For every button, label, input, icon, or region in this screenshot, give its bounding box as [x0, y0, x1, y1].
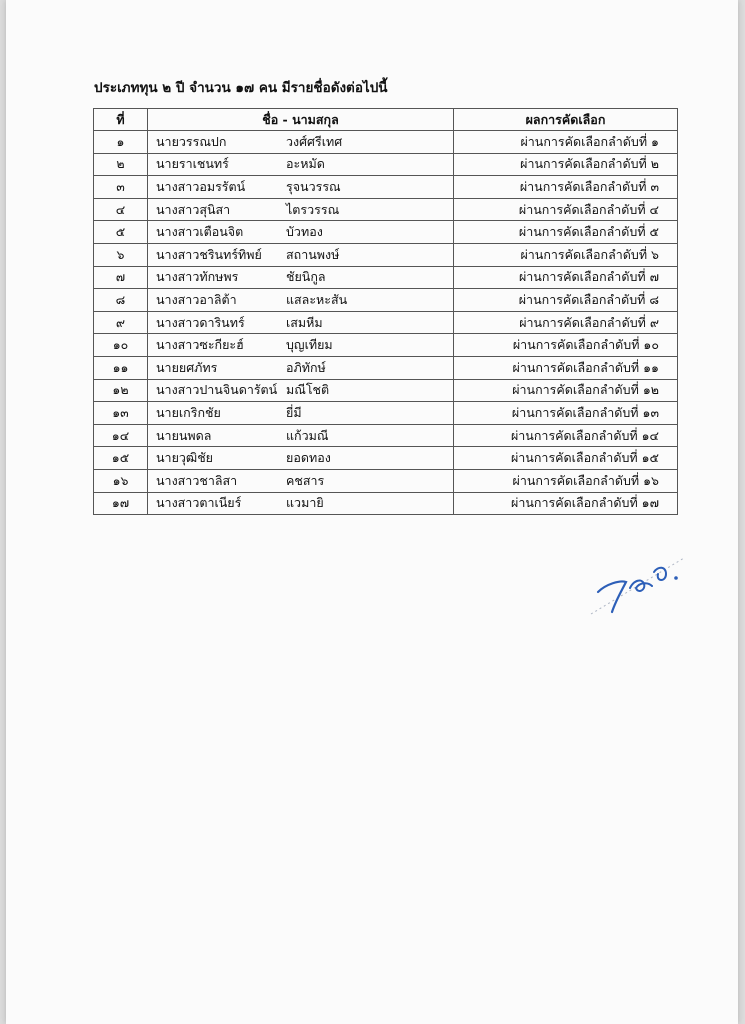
first-name: นายนพดล: [156, 427, 212, 443]
scholarship-results-table: [93, 108, 678, 515]
last-name: คชสาร: [286, 472, 325, 488]
table-row: [94, 266, 678, 289]
handwritten-signature: [586, 552, 696, 622]
first-name: นายวรรณปก: [156, 133, 227, 149]
selection-result: ผ่านการคัดเลือกลำดับที่ ๑๔: [454, 424, 678, 447]
full-name-cell: [148, 469, 454, 492]
first-name: นางสาวเตือนจิต: [156, 224, 244, 240]
selection-result: ผ่านการคัดเลือกลำดับที่ ๓: [454, 176, 678, 199]
last-name: อภิทักษ์: [286, 359, 326, 375]
selection-result: ผ่านการคัดเลือกลำดับที่ ๖: [454, 243, 678, 266]
table-row: [94, 311, 678, 334]
table-row: [94, 379, 678, 402]
row-number: ๗: [94, 266, 148, 289]
last-name: สถานพงษ์: [286, 246, 340, 262]
row-number: ๖: [94, 243, 148, 266]
first-name: นางสาวดารินทร์: [156, 314, 245, 330]
full-name-cell: [148, 131, 454, 154]
last-name: ชัยนิกูล: [286, 269, 326, 285]
last-name: ยี่มี: [286, 404, 302, 420]
full-name-cell: [148, 334, 454, 357]
last-name: บัวทอง: [286, 224, 323, 240]
last-name: อะหมัด: [286, 156, 325, 172]
last-name: มณีโชติ: [286, 382, 330, 398]
selection-result: ผ่านการคัดเลือกลำดับที่ ๗: [454, 266, 678, 289]
table-row: [94, 153, 678, 176]
row-number: ๑๒: [94, 379, 148, 402]
document-heading: ประเภททุน ๒ ปี จำนวน ๑๗ คน มีรายชื่อดังต่อไปนี้: [94, 80, 388, 96]
last-name: แสละหะสัน: [286, 291, 348, 307]
column-header-result: ผลการคัดเลือก: [454, 109, 678, 131]
table-header-row: [94, 109, 678, 131]
full-name-cell: [148, 198, 454, 221]
first-name: นางสาวอมรรัตน์: [156, 178, 246, 194]
table-row: [94, 492, 678, 515]
row-number: ๑๗: [94, 492, 148, 515]
full-name-cell: [148, 379, 454, 402]
full-name-cell: [148, 153, 454, 176]
first-name: นางสาวชรินทร์ทิพย์: [156, 246, 262, 262]
last-name: รุจนวรรณ: [286, 178, 341, 194]
row-number: ๓: [94, 176, 148, 199]
last-name: แวมายิ: [286, 495, 324, 511]
table-row: [94, 334, 678, 357]
row-number: ๔: [94, 198, 148, 221]
row-number: ๒: [94, 153, 148, 176]
full-name-cell: [148, 311, 454, 334]
first-name: นางสาวอาลิต้า: [156, 291, 237, 307]
first-name: นายวุฒิชัย: [156, 450, 214, 466]
selection-result: ผ่านการคัดเลือกลำดับที่ ๑๕: [454, 447, 678, 470]
full-name-cell: [148, 424, 454, 447]
column-header-name: ชื่อ - นามสกุล: [148, 109, 454, 131]
last-name: บุญเทียม: [286, 337, 333, 353]
table-row: [94, 424, 678, 447]
column-header-number: ที่: [94, 109, 148, 131]
last-name: ไตรวรรณ: [286, 201, 340, 217]
table-row: [94, 221, 678, 244]
first-name: นางสาวทักษพร: [156, 269, 239, 285]
row-number: ๘: [94, 289, 148, 312]
full-name-cell: [148, 356, 454, 379]
row-number: ๑๓: [94, 402, 148, 425]
full-name-cell: [148, 221, 454, 244]
row-number: ๑๑: [94, 356, 148, 379]
full-name-cell: [148, 266, 454, 289]
first-name: นางสาวซะกียะฮ์: [156, 337, 244, 353]
row-number: ๑: [94, 131, 148, 154]
selection-result: ผ่านการคัดเลือกลำดับที่ ๑๓: [454, 402, 678, 425]
table-row: [94, 131, 678, 154]
last-name: แก้วมณี: [286, 427, 329, 443]
last-name: ยอดทอง: [286, 450, 331, 466]
selection-result: ผ่านการคัดเลือกลำดับที่ ๑๖: [454, 469, 678, 492]
row-number: ๑๕: [94, 447, 148, 470]
table-row: [94, 402, 678, 425]
table-row: [94, 356, 678, 379]
table-row: [94, 176, 678, 199]
selection-result: ผ่านการคัดเลือกลำดับที่ ๘: [454, 289, 678, 312]
row-number: ๑๔: [94, 424, 148, 447]
row-number: ๑๐: [94, 334, 148, 357]
first-name: นางสาวชาลิสา: [156, 472, 238, 488]
row-number: ๙: [94, 311, 148, 334]
row-number: ๑๖: [94, 469, 148, 492]
table-row: [94, 243, 678, 266]
selection-result: ผ่านการคัดเลือกลำดับที่ ๑๑: [454, 356, 678, 379]
last-name: วงศ์ศรีเทศ: [286, 133, 343, 149]
full-name-cell: [148, 402, 454, 425]
table-row: [94, 198, 678, 221]
first-name: นางสาวสุนิสา: [156, 201, 231, 217]
full-name-cell: [148, 447, 454, 470]
table-row: [94, 469, 678, 492]
full-name-cell: [148, 243, 454, 266]
full-name-cell: [148, 289, 454, 312]
selection-result: ผ่านการคัดเลือกลำดับที่ ๕: [454, 221, 678, 244]
selection-result: ผ่านการคัดเลือกลำดับที่ ๑๗: [454, 492, 678, 515]
first-name: นายเกริกชัย: [156, 404, 221, 420]
table-row: [94, 447, 678, 470]
row-number: ๕: [94, 221, 148, 244]
selection-result: ผ่านการคัดเลือกลำดับที่ ๑๒: [454, 379, 678, 402]
full-name-cell: [148, 176, 454, 199]
selection-result: ผ่านการคัดเลือกลำดับที่ ๑: [454, 131, 678, 154]
document-page: [6, 0, 738, 1024]
first-name: นายยศภัทร: [156, 359, 218, 375]
first-name: นายราเชนทร์: [156, 156, 229, 172]
selection-result: ผ่านการคัดเลือกลำดับที่ ๔: [454, 198, 678, 221]
first-name: นางสาวปานจินดารัตน์: [156, 382, 278, 398]
full-name-cell: [148, 492, 454, 515]
selection-result: ผ่านการคัดเลือกลำดับที่ ๙: [454, 311, 678, 334]
last-name: เสมหีม: [286, 314, 323, 330]
selection-result: ผ่านการคัดเลือกลำดับที่ ๒: [454, 153, 678, 176]
first-name: นางสาวตาเนียร์: [156, 495, 242, 511]
selection-result: ผ่านการคัดเลือกลำดับที่ ๑๐: [454, 334, 678, 357]
table-row: [94, 289, 678, 312]
